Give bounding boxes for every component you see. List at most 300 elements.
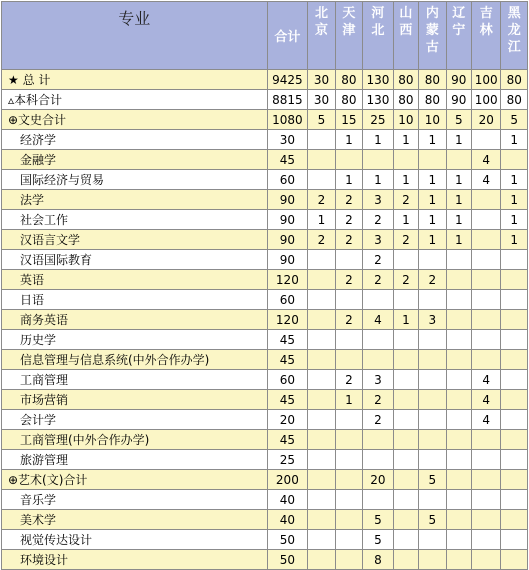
- province-value-cell: 1: [363, 130, 394, 150]
- province-header: [419, 2, 446, 70]
- table-row: [2, 470, 528, 490]
- province-value-cell: [363, 490, 394, 510]
- province-header-char: 西: [399, 23, 413, 38]
- total-cell: 25: [267, 450, 308, 470]
- province-value-cell: [471, 270, 501, 290]
- table-row: [2, 390, 528, 410]
- province-value-cell: 1: [393, 210, 418, 230]
- province-value-cell: [446, 290, 471, 310]
- province-value-cell: [393, 450, 418, 470]
- province-value-cell: [308, 390, 335, 410]
- province-value-cell: [308, 450, 335, 470]
- total-cell: 60: [267, 290, 308, 310]
- province-value-cell: [471, 350, 501, 370]
- province-value-cell: [501, 370, 528, 390]
- province-value-cell: 1: [393, 310, 418, 330]
- province-value-cell: 10: [393, 110, 418, 130]
- province-value-cell: [393, 290, 418, 310]
- province-value-cell: 20: [363, 470, 394, 490]
- major-name-cell: 汉语言文学: [2, 230, 268, 250]
- province-value-cell: [471, 550, 501, 570]
- province-value-cell: [308, 490, 335, 510]
- province-value-cell: [308, 410, 335, 430]
- province-value-cell: [363, 450, 394, 470]
- province-value-cell: 3: [419, 310, 446, 330]
- province-value-cell: 1: [419, 170, 446, 190]
- province-value-cell: 2: [335, 230, 362, 250]
- table-row: [2, 110, 528, 130]
- table-row: [2, 90, 528, 110]
- province-value-cell: 5: [363, 530, 394, 550]
- province-value-cell: [419, 490, 446, 510]
- province-value-cell: [308, 150, 335, 170]
- major-name-cell: 音乐学: [2, 490, 268, 510]
- table-row: [2, 190, 528, 210]
- total-cell: 40: [267, 490, 308, 510]
- province-value-cell: 2: [393, 190, 418, 210]
- province-value-cell: [335, 510, 362, 530]
- province-value-cell: [335, 490, 362, 510]
- major-header: 专业: [2, 2, 268, 70]
- province-value-cell: 1: [446, 210, 471, 230]
- province-value-cell: [393, 510, 418, 530]
- total-cell: 90: [267, 250, 308, 270]
- province-header-char: 津: [342, 23, 356, 38]
- major-name-cell: 市场营销: [2, 390, 268, 410]
- major-name-cell: 美术学: [2, 510, 268, 530]
- province-value-cell: [308, 470, 335, 490]
- province-value-cell: 1: [501, 170, 528, 190]
- province-value-cell: [419, 550, 446, 570]
- province-header: [363, 2, 394, 70]
- province-header-char: 京: [314, 23, 328, 38]
- province-value-cell: 130: [363, 70, 394, 90]
- province-value-cell: 2: [308, 230, 335, 250]
- province-value-cell: [393, 370, 418, 390]
- table-row: [2, 490, 528, 510]
- province-value-cell: [501, 290, 528, 310]
- table-row: [2, 510, 528, 530]
- province-value-cell: [335, 550, 362, 570]
- total-cell: 20: [267, 410, 308, 430]
- province-value-cell: [471, 310, 501, 330]
- province-value-cell: 1: [446, 190, 471, 210]
- province-value-cell: 5: [419, 470, 446, 490]
- province-value-cell: [419, 430, 446, 450]
- province-value-cell: 2: [308, 190, 335, 210]
- province-value-cell: 80: [393, 70, 418, 90]
- total-header: 合计: [267, 2, 308, 70]
- province-header-char: 蒙: [425, 23, 439, 38]
- province-value-cell: [471, 450, 501, 470]
- province-value-cell: 4: [471, 170, 501, 190]
- province-value-cell: [471, 130, 501, 150]
- major-name-cell: 历史学: [2, 330, 268, 350]
- total-cell: 90: [267, 210, 308, 230]
- province-value-cell: 5: [419, 510, 446, 530]
- province-value-cell: 2: [363, 410, 394, 430]
- table-row: [2, 130, 528, 150]
- header-row: [2, 2, 528, 70]
- province-value-cell: [419, 450, 446, 470]
- province-value-cell: 1: [501, 190, 528, 210]
- table-row: [2, 350, 528, 370]
- province-value-cell: [419, 370, 446, 390]
- province-value-cell: 4: [363, 310, 394, 330]
- province-value-cell: 80: [419, 70, 446, 90]
- province-value-cell: [501, 450, 528, 470]
- province-value-cell: 3: [363, 190, 394, 210]
- total-cell: 120: [267, 270, 308, 290]
- province-value-cell: [308, 270, 335, 290]
- province-value-cell: [471, 230, 501, 250]
- province-value-cell: 1: [446, 170, 471, 190]
- province-value-cell: [308, 370, 335, 390]
- province-value-cell: [419, 350, 446, 370]
- total-cell: 90: [267, 230, 308, 250]
- province-value-cell: [335, 150, 362, 170]
- province-value-cell: [419, 290, 446, 310]
- province-value-cell: 1: [501, 210, 528, 230]
- province-value-cell: [501, 430, 528, 450]
- province-value-cell: 2: [393, 230, 418, 250]
- province-value-cell: [393, 250, 418, 270]
- province-header: [308, 2, 335, 70]
- major-name-cell: 旅游管理: [2, 450, 268, 470]
- province-value-cell: 1: [335, 170, 362, 190]
- province-header-char: 江: [507, 40, 521, 55]
- province-value-cell: [363, 290, 394, 310]
- province-header-char: 龙: [507, 23, 521, 38]
- province-value-cell: 1: [419, 190, 446, 210]
- major-name-cell: 英语: [2, 270, 268, 290]
- province-value-cell: 1: [335, 130, 362, 150]
- province-value-cell: 3: [363, 230, 394, 250]
- province-value-cell: 1: [446, 130, 471, 150]
- province-header-char: 辽: [452, 6, 466, 21]
- table-row: [2, 410, 528, 430]
- province-header-char: 吉: [479, 6, 493, 21]
- major-name-cell: ⊕文史合计: [2, 110, 268, 130]
- total-cell: 50: [267, 530, 308, 550]
- province-value-cell: [446, 550, 471, 570]
- province-value-cell: 2: [393, 270, 418, 290]
- province-value-cell: 90: [446, 70, 471, 90]
- province-value-cell: [363, 430, 394, 450]
- province-value-cell: [446, 370, 471, 390]
- province-value-cell: [335, 290, 362, 310]
- province-value-cell: 4: [471, 150, 501, 170]
- province-value-cell: [471, 210, 501, 230]
- province-value-cell: [363, 150, 394, 170]
- province-value-cell: 2: [335, 270, 362, 290]
- province-value-cell: [501, 150, 528, 170]
- major-name-cell: ★ 总 计: [2, 70, 268, 90]
- total-cell: 45: [267, 350, 308, 370]
- province-value-cell: [308, 170, 335, 190]
- province-value-cell: [446, 490, 471, 510]
- province-value-cell: 5: [363, 510, 394, 530]
- province-value-cell: 15: [335, 110, 362, 130]
- province-value-cell: 1: [501, 230, 528, 250]
- province-value-cell: [363, 350, 394, 370]
- province-header: [501, 2, 528, 70]
- province-value-cell: [308, 310, 335, 330]
- major-name-cell: 汉语国际教育: [2, 250, 268, 270]
- province-value-cell: [471, 530, 501, 550]
- province-value-cell: [335, 250, 362, 270]
- province-value-cell: [335, 430, 362, 450]
- major-name-cell: ⊕艺术(文)合计: [2, 470, 268, 490]
- table-row: [2, 330, 528, 350]
- table-row: [2, 230, 528, 250]
- province-value-cell: [471, 490, 501, 510]
- province-value-cell: 100: [471, 70, 501, 90]
- province-value-cell: 8: [363, 550, 394, 570]
- province-value-cell: 80: [501, 70, 528, 90]
- province-value-cell: [446, 450, 471, 470]
- province-value-cell: 80: [419, 90, 446, 110]
- province-value-cell: 5: [501, 110, 528, 130]
- province-value-cell: [501, 270, 528, 290]
- total-cell: 40: [267, 510, 308, 530]
- table-row: [2, 270, 528, 290]
- province-value-cell: [393, 430, 418, 450]
- total-cell: 45: [267, 330, 308, 350]
- province-value-cell: [446, 430, 471, 450]
- total-cell: 1080: [267, 110, 308, 130]
- major-name-cell: 经济学: [2, 130, 268, 150]
- table-body: [2, 70, 528, 570]
- province-value-cell: [501, 310, 528, 330]
- table-row: [2, 170, 528, 190]
- major-name-cell: 日语: [2, 290, 268, 310]
- table-row: [2, 210, 528, 230]
- province-value-cell: [419, 410, 446, 430]
- province-value-cell: [308, 530, 335, 550]
- province-value-cell: 2: [363, 390, 394, 410]
- province-value-cell: 130: [363, 90, 394, 110]
- province-value-cell: 2: [335, 370, 362, 390]
- province-value-cell: [335, 350, 362, 370]
- province-value-cell: 1: [363, 170, 394, 190]
- major-name-cell: 金融学: [2, 150, 268, 170]
- province-value-cell: [501, 330, 528, 350]
- province-value-cell: 20: [471, 110, 501, 130]
- province-header: [335, 2, 362, 70]
- province-value-cell: 1: [335, 390, 362, 410]
- table-row: [2, 550, 528, 570]
- province-value-cell: [501, 470, 528, 490]
- province-header-char: 北: [371, 23, 385, 38]
- major-name-cell: 会计学: [2, 410, 268, 430]
- table-row: [2, 290, 528, 310]
- province-value-cell: [393, 470, 418, 490]
- province-value-cell: [471, 330, 501, 350]
- province-value-cell: [446, 250, 471, 270]
- province-value-cell: [419, 390, 446, 410]
- province-header-char: 宁: [452, 23, 466, 38]
- province-value-cell: [335, 450, 362, 470]
- province-value-cell: [471, 250, 501, 270]
- total-cell: 200: [267, 470, 308, 490]
- province-value-cell: [393, 390, 418, 410]
- major-name-cell: 环境设计: [2, 550, 268, 570]
- province-value-cell: [446, 470, 471, 490]
- province-value-cell: 2: [363, 270, 394, 290]
- province-value-cell: [501, 390, 528, 410]
- total-cell: 9425: [267, 70, 308, 90]
- province-value-cell: [308, 550, 335, 570]
- major-name-cell: 信息管理与信息系统(中外合作办学): [2, 350, 268, 370]
- province-value-cell: [471, 510, 501, 530]
- province-value-cell: 4: [471, 390, 501, 410]
- total-cell: 50: [267, 550, 308, 570]
- total-cell: 60: [267, 170, 308, 190]
- province-value-cell: [308, 330, 335, 350]
- province-value-cell: 5: [308, 110, 335, 130]
- province-value-cell: 2: [419, 270, 446, 290]
- province-value-cell: [393, 350, 418, 370]
- province-header-char: 黑: [507, 6, 521, 21]
- province-header: [393, 2, 418, 70]
- province-value-cell: [308, 350, 335, 370]
- province-value-cell: 1: [393, 130, 418, 150]
- province-value-cell: 100: [471, 90, 501, 110]
- province-value-cell: [446, 150, 471, 170]
- total-cell: 120: [267, 310, 308, 330]
- province-value-cell: [308, 430, 335, 450]
- province-value-cell: 25: [363, 110, 394, 130]
- province-value-cell: [393, 490, 418, 510]
- table-row: [2, 250, 528, 270]
- province-value-cell: 80: [335, 70, 362, 90]
- total-cell: 45: [267, 390, 308, 410]
- total-cell: 45: [267, 430, 308, 450]
- major-name-cell: 国际经济与贸易: [2, 170, 268, 190]
- major-name-cell: ▵本科合计: [2, 90, 268, 110]
- province-value-cell: [446, 310, 471, 330]
- province-header-char: 内: [425, 6, 439, 21]
- province-value-cell: 1: [501, 130, 528, 150]
- major-name-cell: 工商管理: [2, 370, 268, 390]
- province-header: [471, 2, 501, 70]
- table-row: [2, 430, 528, 450]
- province-value-cell: [393, 150, 418, 170]
- province-value-cell: 1: [419, 230, 446, 250]
- province-value-cell: 80: [393, 90, 418, 110]
- total-cell: 8815: [267, 90, 308, 110]
- table-row: [2, 310, 528, 330]
- province-value-cell: 2: [335, 210, 362, 230]
- province-header-char: 林: [479, 23, 493, 38]
- total-cell: 90: [267, 190, 308, 210]
- province-value-cell: 1: [419, 130, 446, 150]
- province-value-cell: [308, 250, 335, 270]
- province-value-cell: [308, 130, 335, 150]
- province-value-cell: [419, 530, 446, 550]
- province-value-cell: [393, 330, 418, 350]
- province-value-cell: 80: [501, 90, 528, 110]
- table-row: [2, 530, 528, 550]
- province-value-cell: 1: [308, 210, 335, 230]
- province-value-cell: [308, 290, 335, 310]
- province-value-cell: [501, 410, 528, 430]
- province-value-cell: [501, 530, 528, 550]
- province-value-cell: [471, 190, 501, 210]
- province-value-cell: [419, 330, 446, 350]
- province-header-char: 北: [314, 6, 328, 21]
- province-value-cell: 5: [446, 110, 471, 130]
- total-cell: 45: [267, 150, 308, 170]
- province-value-cell: [471, 430, 501, 450]
- province-value-cell: [446, 390, 471, 410]
- province-value-cell: 2: [363, 250, 394, 270]
- province-value-cell: [446, 530, 471, 550]
- province-value-cell: [419, 250, 446, 270]
- table-row: [2, 150, 528, 170]
- province-value-cell: [446, 410, 471, 430]
- table-row: [2, 70, 528, 90]
- province-value-cell: [335, 470, 362, 490]
- province-header-char: 河: [371, 6, 385, 21]
- province-value-cell: 30: [308, 90, 335, 110]
- province-value-cell: 3: [363, 370, 394, 390]
- enrollment-table: [1, 1, 528, 570]
- province-value-cell: 1: [446, 230, 471, 250]
- province-value-cell: 2: [363, 210, 394, 230]
- province-value-cell: [363, 330, 394, 350]
- province-value-cell: [471, 470, 501, 490]
- province-value-cell: 4: [471, 370, 501, 390]
- province-value-cell: [446, 270, 471, 290]
- province-value-cell: [446, 330, 471, 350]
- province-value-cell: [308, 510, 335, 530]
- province-value-cell: 2: [335, 310, 362, 330]
- major-name-cell: 工商管理(中外合作办学): [2, 430, 268, 450]
- province-value-cell: [471, 290, 501, 310]
- province-value-cell: 1: [393, 170, 418, 190]
- province-header: [446, 2, 471, 70]
- province-header-char: 天: [342, 6, 356, 21]
- province-value-cell: 30: [308, 70, 335, 90]
- province-value-cell: [335, 530, 362, 550]
- province-value-cell: 2: [335, 190, 362, 210]
- province-value-cell: [446, 510, 471, 530]
- province-value-cell: [393, 410, 418, 430]
- province-value-cell: [501, 550, 528, 570]
- table-row: [2, 450, 528, 470]
- province-value-cell: [393, 530, 418, 550]
- province-value-cell: 4: [471, 410, 501, 430]
- province-value-cell: [446, 350, 471, 370]
- province-value-cell: 10: [419, 110, 446, 130]
- province-value-cell: [501, 350, 528, 370]
- province-value-cell: [335, 410, 362, 430]
- province-header-char: 山: [399, 6, 413, 21]
- province-header-char: 古: [425, 40, 439, 55]
- province-value-cell: [501, 490, 528, 510]
- major-name-cell: 法学: [2, 190, 268, 210]
- major-name-cell: 商务英语: [2, 310, 268, 330]
- table-row: [2, 370, 528, 390]
- province-value-cell: [419, 150, 446, 170]
- major-name-cell: 视觉传达设计: [2, 530, 268, 550]
- province-value-cell: 1: [419, 210, 446, 230]
- province-value-cell: [335, 330, 362, 350]
- province-value-cell: [393, 550, 418, 570]
- major-name-cell: 社会工作: [2, 210, 268, 230]
